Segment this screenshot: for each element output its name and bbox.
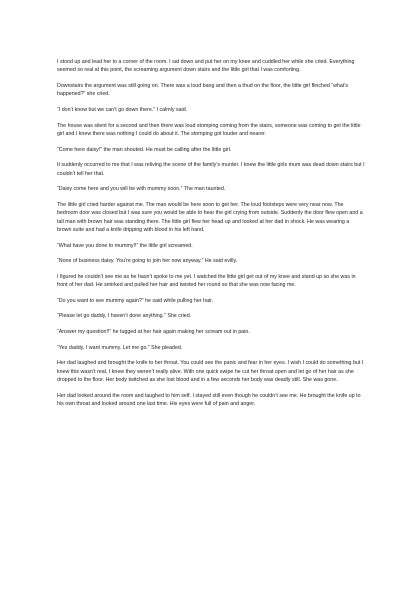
paragraph-14: “Answer my question!!” he tugged at her hair again making her scream out in pain. <box>57 328 250 335</box>
paragraph-1: I stood up and lead her to a corner of the room. I sat down and put her on my knee and cuddled her while she cried. Everything seemed so real at this point, the screaming argument down stairs and the little girl that I was comforting. <box>57 59 355 74</box>
paragraph-10: “None of business daisy. You’re going to join her now anyway.” He said evilly. <box>57 258 238 265</box>
paragraph-16: Her dad laughed and brought the knife to her throat. You could see the panic and fear in her eyes. I wish I could do something but I knew this wasn’t real, I knew they weren’t really alive. With one quick swipe he cut her throat open and let go of her hair as she dropped to the floor. Her body twitched as she lost blood and in a few seconds her body was deadly still. She was gone. <box>57 360 364 383</box>
paragraph-12: “Do you want to see mummy again?” he said while pulling her hair. <box>57 297 214 304</box>
paragraph-8: The little girl cried harder against me. The man would be here soon to get her. The loud footsteps were very near now. The bedroom door was closed but I was sure you would be able to hear the girl crying from outside. Suddenly the door flew open and a tall man with brown hair was standing there. The little girl flew her head up and looked at her dad in shock. He was wearing a brown suite and had a knife dripping with blood in his left hand. <box>57 201 363 233</box>
paragraph-2: Downstairs the argument was still going on. There was a loud bang and then a thud on the floor, the little girl flinched “what’s happened?” she cried. <box>57 83 349 98</box>
story-text <box>57 58 365 416</box>
paragraph-4: The house was silent for a second and then there was loud stomping coming from the stairs, someone was coming to get the little girl and I knew there was nothing I could do about it. The stomping got louder and nearer. <box>57 122 361 137</box>
paragraph-17: Her dad looked around the room and laughed to him self. I stayed still even though he couldn’t see me. He brought the knife up to his own throat and looked around one last time. His eyes were full of pain and anger. <box>57 392 361 407</box>
paragraph-6: It suddenly occurred to me that I was reliving the scene of the family’s murder. I knew the little girls mum was dead down stairs but I couldn’t tell her that. <box>57 162 365 177</box>
paragraph-5: “Come here daisy!” the man shouted. He must be calling after the little girl. <box>57 146 232 153</box>
paragraph-9: “What have you done to mummy!!” the little girl screamed. <box>57 242 193 249</box>
paragraph-7: “Daisy come here and you will be with mummy soon.” The man taunted. <box>57 186 226 193</box>
paragraph-11: I figured he couldn’t see me as he hasn’t spoke to me yet. I watched the little girl get out of my knee and stand up so she was in front of her dad. He smirked and pulled her hair and twisted her round so that she was now facing me. <box>57 273 356 289</box>
paragraph-15: “Yes daddy, I want mummy. Let me go.” She pleaded. <box>57 344 183 351</box>
paragraph-3: “I don’t know but we can’t go down there.” I calmly said. <box>57 107 188 113</box>
paragraph-13: “Please let go daddy, I haven’t done anything.” She cried. <box>57 313 192 320</box>
